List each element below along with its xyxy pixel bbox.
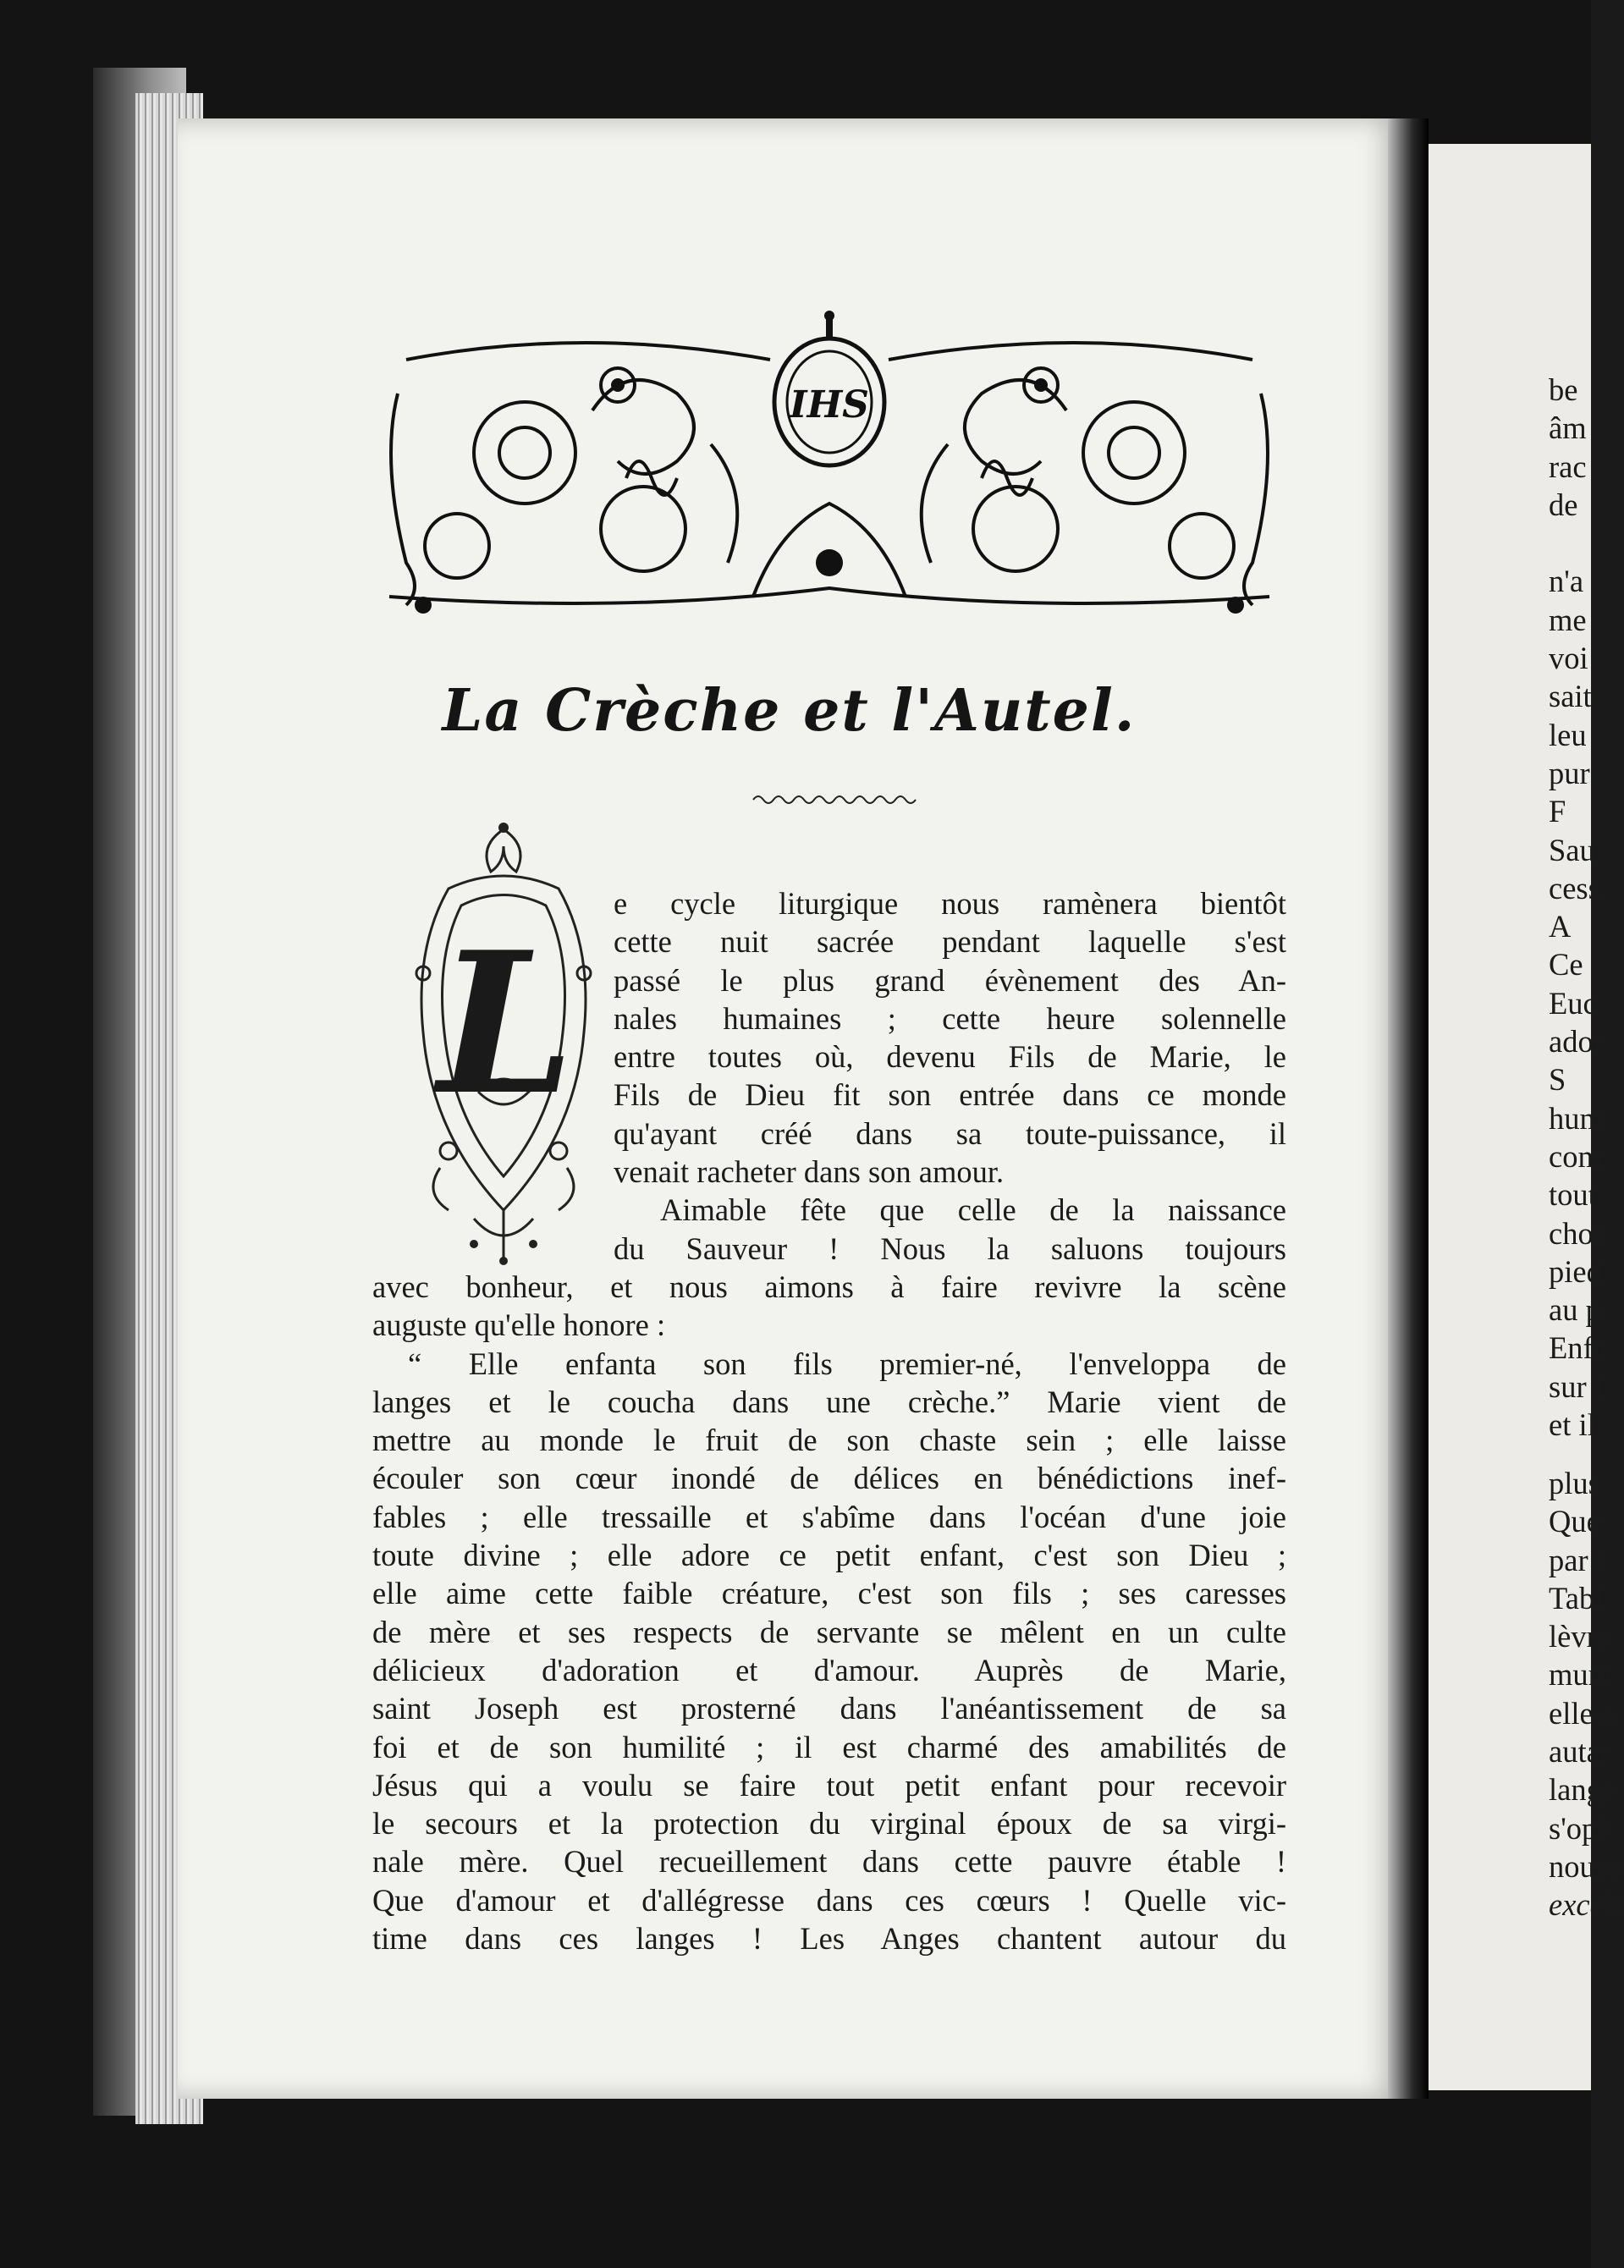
text-fragment: be: [1549, 372, 1578, 407]
text-fragment: excels: [1549, 1887, 1624, 1923]
text-line: nale mère. Quel recueillement dans cette pauvre étable !: [372, 1844, 1286, 1880]
text-line: fables ; elle tressaille et s'abîme dans l'océan d'une joie: [372, 1499, 1286, 1534]
text-line: mettre au monde le fruit de son chaste sein ; elle laisse: [372, 1423, 1286, 1458]
text-fragment: pied: [1549, 1253, 1602, 1289]
text-line: auguste qu'elle honore :: [372, 1307, 666, 1343]
text-fragment: de: [1549, 487, 1578, 522]
text-fragment: âm: [1549, 410, 1587, 446]
text-fragment: Que: [1549, 1504, 1600, 1539]
text-line: écouler son cœur inondé de délices en bénédictions inef-: [372, 1461, 1286, 1496]
text-fragment: par l: [1549, 1542, 1605, 1577]
text-fragment: voi: [1549, 641, 1588, 676]
right-page-text: [1549, 371, 1607, 1444]
text-line: qu'ayant créé dans sa toute-puissance, il: [614, 1115, 1286, 1151]
text-fragment: ador: [1549, 1024, 1604, 1060]
text-line: délicieux d'adoration et d'amour. Auprès de Marie,: [372, 1652, 1286, 1687]
text-fragment: sait: [1549, 679, 1592, 714]
text-fragment: Euc: [1549, 985, 1597, 1021]
text-fragment: F: [1549, 794, 1566, 829]
text-fragment: cess: [1549, 870, 1600, 906]
text-fragment: et il: [1549, 1407, 1596, 1443]
text-fragment: tout: [1549, 1177, 1597, 1213]
text-line: saint Joseph est prosterné dans l'anéantissement de sa: [372, 1691, 1286, 1726]
text-fragment: Sau: [1549, 832, 1595, 867]
text-line: passé le plus grand évènement des An-: [614, 962, 1286, 998]
text-fragment: leu: [1549, 717, 1587, 752]
text-fragment: [1549, 524, 1599, 562]
book-gutter: [1388, 118, 1429, 2099]
text-line: le secours et la protection du virginal époux de sa virgi-: [372, 1806, 1286, 1841]
text-fragment: nouve: [1549, 1848, 1624, 1884]
text-line: cette nuit sacrée pendant laquelle s'est: [614, 924, 1286, 960]
text-line: elle aime cette faible créature, c'est son fils ; ses caresses: [372, 1576, 1286, 1611]
text-fragment: chos: [1549, 1215, 1605, 1251]
text-line: time dans ces langes ! Les Anges chantent autour du: [372, 1921, 1286, 1957]
text-fragment: pur: [1549, 755, 1590, 790]
text-line: du Sauveur ! Nous la saluons toujours: [614, 1230, 1286, 1266]
drop-cap-letter: L: [438, 910, 575, 1138]
monogram-text: IHS: [790, 383, 869, 427]
text-fragment: rac: [1549, 449, 1587, 484]
text-line: avec bonheur, et nous aimons à faire revivre la scène: [372, 1269, 1286, 1304]
right-page-text-clip: [1549, 364, 1607, 1464]
text-fragment: sur l: [1549, 1368, 1603, 1404]
text-fragment: s'opè: [1549, 1810, 1611, 1846]
text-fragment: hum: [1549, 1100, 1604, 1136]
text-fragment: S: [1549, 1062, 1566, 1098]
text-line: entre toutes où, devenu Fils de Marie, le: [614, 1039, 1286, 1075]
body-text: [372, 884, 1286, 1957]
text-fragment: lèvre: [1549, 1619, 1610, 1654]
text-line: Que d'amour et d'allégresse dans ces cœurs ! Quelle vic-: [372, 1882, 1286, 1918]
text-fragment: muni: [1549, 1657, 1613, 1693]
text-line: venait racheter dans son amour.: [614, 1154, 1005, 1190]
text-fragment: lange: [1549, 1772, 1616, 1808]
text-fragment: n'a: [1549, 564, 1584, 599]
text-line: langes et le coucha dans une crèche.” Marie vient de: [372, 1384, 1286, 1419]
text-fragment: A: [1549, 909, 1572, 944]
title-underline-flourish: [753, 791, 922, 808]
text-fragment: autar: [1549, 1734, 1610, 1770]
text-fragment: Enfa: [1549, 1330, 1607, 1366]
text-line: toute divine ; elle adore ce petit enfant, c'est son Dieu ;: [372, 1538, 1286, 1573]
right-page-text-lower: [1549, 1464, 1624, 1924]
text-line: nales humaines ; cette heure solennelle: [614, 1000, 1286, 1036]
text-fragment: Ce: [1549, 947, 1583, 983]
text-fragment: Tabl: [1549, 1580, 1604, 1616]
text-fragment: com: [1549, 1138, 1602, 1174]
text-fragment: au p: [1549, 1292, 1601, 1328]
text-line: Jésus qui a voulu se faire tout petit enfant pour recevoir: [372, 1767, 1286, 1803]
text-fragment: me: [1549, 602, 1587, 637]
text-line: “ Elle enfanta son fils premier-né, l'enveloppa de: [408, 1346, 1286, 1381]
right-page-text-clip-lower: [1549, 1464, 1624, 1923]
ornamental-header: [372, 309, 1286, 630]
text-line: e cycle liturgique nous ramènera bientôt: [614, 886, 1286, 921]
text-line: foi et de son humilité ; il est charmé des amabilités de: [372, 1729, 1286, 1764]
text-line: Fils de Dieu fit son entrée dans ce monde: [614, 1077, 1286, 1113]
text-fragment: elle a: [1549, 1695, 1616, 1731]
text-line: Aimable fête que celle de la naissance: [660, 1192, 1286, 1228]
page-title: La Crèche et l'Autel.: [442, 677, 1137, 745]
text-line: de mère et ses respects de servante se mêlent en un culte: [372, 1614, 1286, 1649]
text-fragment: plus: [1549, 1466, 1600, 1500]
